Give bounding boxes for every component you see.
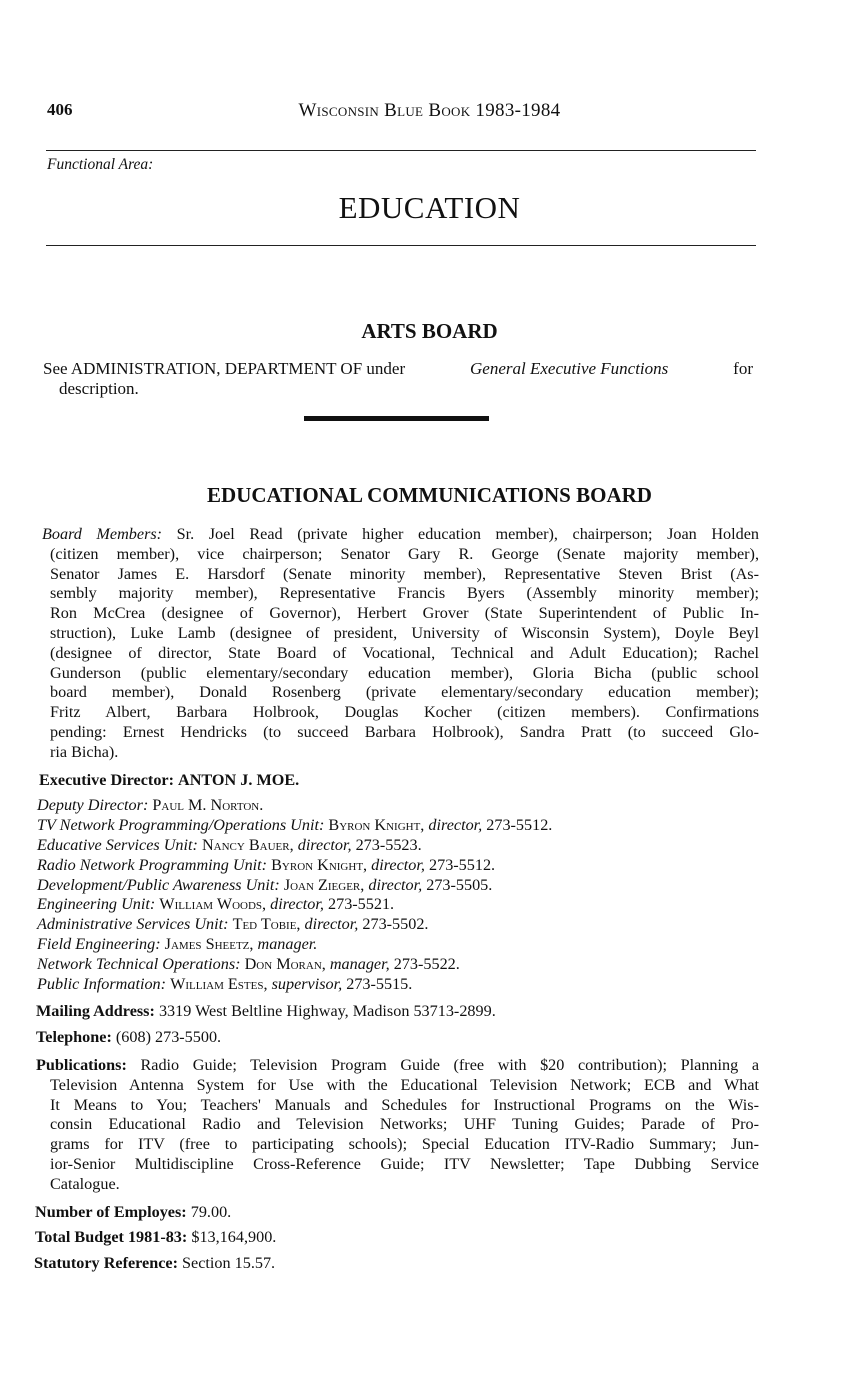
members-line-1: (citizen member), vice chairperson; Senator Gary R. George (Senate majority member), [50,544,759,563]
staff-row [34,955,759,975]
telephone-label: Telephone: [36,1028,112,1047]
staff-row [34,935,759,955]
staff-name: Joan Zieger, [283,875,365,894]
staff-row [34,895,759,915]
staff-row [34,975,759,995]
staff-name: Ted Tobie, [232,915,301,934]
arts-desc-italic: General Executive Functions [470,359,669,378]
budget-label: Total Budget 1981-83: [35,1228,188,1247]
staff-unit: Deputy Director: [37,796,149,815]
board-members-label: Board Members: [42,525,163,543]
staff-unit: Field Engineering: [37,934,161,953]
mailing-value: 3319 West Beltline Highway, Madison 53713-2899. [158,1002,496,1021]
staff-role: director, [371,855,425,874]
staff-role: director, [270,895,324,914]
staff-phone: 273-5505. [426,875,493,894]
staff-phone: 273-5523. [355,835,422,854]
area-rule [46,245,756,246]
publications-line [34,1056,759,1076]
staff-row [34,816,759,836]
arts-board-description [43,359,753,399]
members-line-4: Ron McCrea (designee of Governor), Herbert Grover (State Superintendent of Public In- [50,604,759,623]
arts-desc-pre: See ADMINISTRATION, DEPARTMENT OF under [43,359,406,378]
board-members-block [34,525,759,763]
executive-director-label: Executive Director: [39,770,174,789]
staff-name: Paul M. Norton. [152,796,264,815]
ecb-title: EDUCATIONAL COMMUNICATIONS BOARD [207,483,652,507]
ecb-body [34,525,759,1274]
board-members-line [34,525,759,545]
publications-line-1: Television Antenna System for Use with the Educational Television Network; ECB and What [50,1075,759,1094]
statutory-reference [34,1254,759,1274]
staff-phone: 273-5522. [393,954,460,973]
mailing-address [34,1002,759,1022]
staff-unit: Public Information: [37,974,167,993]
staff-row [34,915,759,935]
staff-role: supervisor, [271,974,343,993]
publications-line-4: grams for ITV (free to participating schools); Special Education ITV-Radio Summary; Jun- [50,1135,759,1154]
staff-name: Byron Knight, [328,816,425,835]
staff-phone: 273-5512. [429,855,496,874]
members-line-2: Senator James E. Harsdorf (Senate minority member), Representative Steven Brist (As- [50,564,759,583]
arts-desc-line2: description. [59,379,139,398]
mailing-label: Mailing Address: [36,1002,155,1021]
staff-row [34,876,759,896]
members-line-6: (designee of director, State Board of Vocational, Technical and Adult Education); Rachel [50,643,759,662]
top-rule [46,150,756,151]
statutory-label: Statutory Reference: [34,1254,178,1273]
staff-name: Nancy Bauer, [201,835,294,854]
publications-line-5: ior-Senior Multidiscipline Cross-Reference Guide; ITV Newsletter; Tape Dubbing Service [50,1154,759,1173]
staff-phone: 273-5512. [486,816,553,835]
staff-name: William Woods, [159,895,267,914]
members-line-11: ria Bicha). [50,742,119,761]
employes-value: 79.00. [190,1202,232,1221]
staff-phone: 273-5521. [328,895,395,914]
running-title: Wisconsin Blue Book 1983-1984 [298,100,561,121]
staff-unit: Development/Public Awareness Unit: [37,875,280,894]
staff-list [34,796,759,994]
publications-label: Publications: [36,1055,127,1074]
staff-phone: 273-5502. [362,915,429,934]
staff-row [34,836,759,856]
members-line-7: Gunderson (public elementary/secondary education member), Gloria Bicha (public school [50,663,759,682]
staff-unit: Radio Network Programming Unit: [37,855,268,874]
publications-line-3: consin Educational Radio and Television Networks; UHF Tuning Guides; Parade of Pro- [50,1115,759,1134]
staff-unit: Educative Services Unit: [37,835,198,854]
arts-desc-post: for [733,359,753,378]
publications-line-2: It Means to You; Teachers' Manuals and Schedules for Instructional Programs on the Wis- [50,1095,759,1114]
staff-name: Don Moran, [244,954,326,973]
staff-name: James Sheetz, [164,934,254,953]
number-of-employes [34,1203,759,1223]
functional-area-label: Functional Area: [47,156,154,173]
page-number: 406 [47,100,73,119]
members-line-3: sembly majority member), Representative Francis Byers (Assembly minority member); [50,584,759,603]
arts-board-title: ARTS BOARD [361,319,498,343]
publications-block [34,1056,759,1195]
telephone-value: (608) 273-5500. [115,1028,222,1047]
staff-unit: Engineering Unit: [37,895,156,914]
section-divider-bar [304,416,489,421]
publications-line-0: Radio Guide; Television Program Guide (free with $20 contribution); Planning a [140,1055,760,1074]
total-budget [34,1228,759,1248]
employes-label: Number of Employes: [35,1202,187,1221]
statutory-value: Section 15.57. [182,1254,276,1273]
staff-unit: Network Technical Operations: [37,954,241,973]
members-line-5: struction), Luke Lamb (designee of president, University of Wisconsin System), Doyle Beyl [50,623,759,642]
staff-phone: 273-5515. [346,974,413,993]
staff-role: director, [304,915,359,934]
budget-value: $13,164,900. [191,1228,277,1247]
executive-director [34,771,759,791]
publications-line-6: Catalogue. [50,1174,120,1193]
staff-row [34,796,759,816]
staff-role: director, [368,875,423,894]
staff-name: Byron Knight, [271,855,368,874]
executive-director-name: ANTON J. MOE. [178,770,300,789]
staff-unit: Administrative Services Unit: [37,915,229,934]
area-title: EDUCATION [338,190,521,225]
staff-unit: TV Network Programming/Operations Unit: [37,816,325,835]
staff-name: William Estes, [170,974,268,993]
staff-role: manager. [257,934,318,953]
staff-role: director, [297,835,352,854]
staff-row [34,856,759,876]
members-line-9: Fritz Albert, Barbara Holbrook, Douglas Kocher (citizen members). Confirmations [50,703,759,722]
telephone [34,1028,759,1048]
members-line-10: pending: Ernest Hendricks (to succeed Barbara Holbrook), Sandra Pratt (to succeed Glo- [50,722,759,741]
members-line-8: board member), Donald Rosenberg (private elementary/secondary education member); [50,683,759,702]
staff-role: director, [428,816,483,835]
staff-role: manager, [329,954,390,973]
members-line-0: Sr. Joel Read (private higher education member), chairperson; Joan Holden [176,525,759,543]
